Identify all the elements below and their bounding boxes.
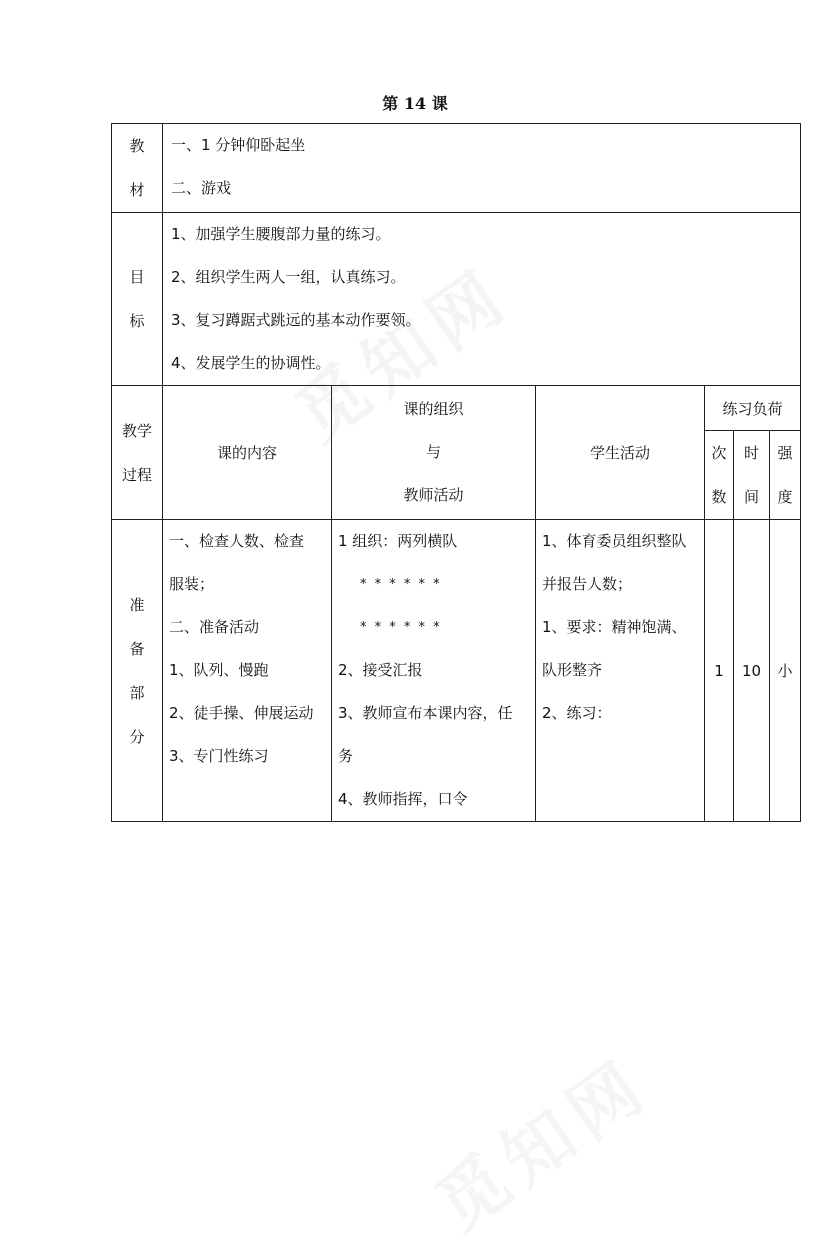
prep-row	[112, 520, 801, 822]
prep-times: 1	[705, 520, 734, 822]
prep-label: 准 备 部 分	[112, 520, 163, 822]
goal-item: 4、发展学生的协调性。	[171, 354, 331, 372]
prep-student-activity	[536, 520, 705, 822]
materials-row	[112, 124, 801, 213]
header-content: 课的内容	[163, 386, 332, 520]
goals-label: 目 标	[112, 213, 163, 386]
goal-item: 3、复习蹲踞式跳远的基本动作要领。	[171, 311, 421, 329]
prep-content-line: 服装；	[169, 575, 215, 593]
goals-content	[163, 213, 801, 386]
goal-item: 1、加强学生腰腹部力量的练习。	[171, 225, 391, 243]
goal-item: 2、组织学生两人一组，认真练习。	[171, 268, 406, 286]
prep-student-line: 并报告人数；	[542, 575, 633, 593]
prep-intensity: 小	[770, 520, 801, 822]
page-title: 第 14 课	[382, 94, 448, 113]
prep-content-line: 2、徒手操、伸展运动	[169, 704, 314, 722]
prep-student-line: 1、要求：精神饱满、	[542, 618, 687, 636]
header-student-activity: 学生活动	[536, 386, 705, 520]
prep-student-line: 2、练习：	[542, 704, 612, 722]
header-duration: 时 间	[734, 431, 770, 520]
materials-content	[163, 124, 801, 213]
prep-organization	[332, 520, 536, 822]
formation-stars: * * * * * *	[360, 620, 442, 635]
header-intensity: 强 度	[770, 431, 801, 520]
prep-content-line: 3、专门性练习	[169, 747, 269, 765]
prep-org-line: 务	[338, 747, 354, 765]
header-row	[112, 386, 801, 431]
prep-content-line: 一、检查人数、检查	[169, 532, 305, 550]
prep-org-line: 3、教师宣布本课内容，任	[338, 704, 513, 722]
prep-content-line: 二、准备活动	[169, 618, 260, 636]
lesson-plan-table	[111, 123, 801, 822]
watermark-bottom	[413, 1030, 668, 1250]
prep-content-line: 1、队列、慢跑	[169, 661, 269, 679]
material-item: 二、游戏	[171, 179, 232, 197]
prep-student-line: 1、体育委员组织整队	[542, 532, 687, 550]
formation-stars: * * * * * *	[360, 577, 442, 592]
prep-content	[163, 520, 332, 822]
prep-org-line: 2、接受汇报	[338, 661, 423, 679]
prep-student-line: 队形整齐	[542, 661, 603, 679]
header-organization: 课的组织 与 教师活动	[332, 386, 536, 520]
header-process: 教学 过程	[112, 386, 163, 520]
prep-org-line: 1 组织：两列横队	[338, 532, 458, 550]
prep-duration: 10	[734, 520, 770, 822]
goals-row	[112, 213, 801, 386]
materials-label: 教 材	[112, 124, 163, 213]
header-times: 次 数	[705, 431, 734, 520]
header-load: 练习负荷	[705, 386, 801, 431]
prep-org-line: 4、教师指挥，口令	[338, 790, 468, 808]
material-item: 一、1 分钟仰卧起坐	[171, 136, 306, 154]
